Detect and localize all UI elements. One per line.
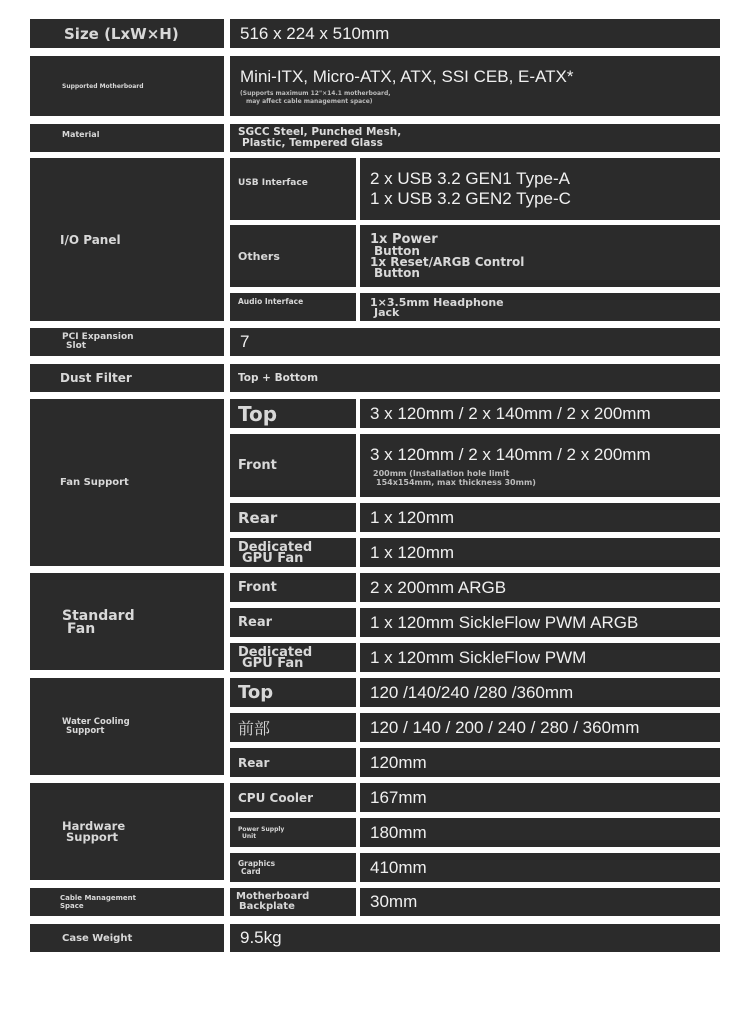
size-value: 516 x 224 x 510mm <box>240 23 390 43</box>
water-cooling-label-line2: Support <box>66 725 105 736</box>
fan-gpu-label-line1: Dedicated <box>238 539 313 555</box>
wc-rear-label: Rear <box>238 755 270 770</box>
motherboard-label-cell <box>30 56 224 116</box>
audio-value-line2: Jack <box>374 305 400 319</box>
wc-top-label: Top <box>238 682 274 703</box>
dust-filter-label: Dust Filter <box>60 371 132 385</box>
hw-gpu-label-line2: Card <box>241 866 261 876</box>
std-gpu-value: 1 x 120mm SickleFlow PWM <box>370 647 587 667</box>
others-label-cell <box>230 225 356 287</box>
cable-label-cell <box>30 888 224 916</box>
hw-psu-value-cell <box>360 818 720 847</box>
audio-value-cell <box>360 293 720 321</box>
fan-gpu-value: 1 x 120mm <box>370 542 455 562</box>
dust-filter-value-cell <box>230 364 720 392</box>
hw-psu-label-line2: Unit <box>242 832 257 840</box>
dust-filter-label-cell <box>30 364 224 392</box>
weight-label: Case Weight <box>62 932 133 944</box>
motherboard-value: Mini-ITX, Micro-ATX, ATX, SSI CEB, E-ATX* <box>240 66 574 86</box>
water-cooling-label-line1: Water Cooling <box>62 716 130 727</box>
fan-rear-label-cell <box>230 503 356 532</box>
pci-label-line1: PCI Expansion <box>62 332 134 342</box>
pci-value-cell <box>230 328 720 356</box>
std-gpu-label-cell <box>230 643 356 672</box>
motherboard-note-line2: may affect cable management space) <box>246 97 373 105</box>
standard-fan-label-line2: Fan <box>67 620 96 637</box>
wc-front-label: 前部 <box>238 719 271 738</box>
io-panel-label: I/O Panel <box>60 232 121 247</box>
std-gpu-label-line1: Dedicated <box>238 644 313 660</box>
hw-cpu-value: 167mm <box>370 787 427 807</box>
cable-sub-label-cell <box>230 888 356 916</box>
hw-cpu-label-cell <box>230 783 356 812</box>
std-rear-value: 1 x 120mm SickleFlow PWM ARGB <box>370 612 639 632</box>
hw-cpu-value-cell <box>360 783 720 812</box>
material-label: Material <box>62 130 100 139</box>
fan-front-label: Front <box>238 458 277 473</box>
wc-top-label-cell <box>230 678 356 707</box>
fan-rear-value-cell <box>360 503 720 532</box>
material-value-cell <box>230 124 720 152</box>
hardware-label-line1: Hardware <box>62 819 126 833</box>
fan-gpu-value-cell <box>360 538 720 567</box>
fan-top-value: 3 x 120mm / 2 x 140mm / 2 x 200mm <box>370 403 651 423</box>
others-label: Others <box>238 249 280 263</box>
size-label: Size (LxW×H) <box>64 24 179 43</box>
hw-gpu-label-cell <box>230 853 356 882</box>
fan-gpu-label-line2: GPU Fan <box>242 550 304 566</box>
others-value-line2: Button <box>374 244 420 258</box>
motherboard-label: Supported Motherboard <box>62 82 144 90</box>
fan-front-note-line1: 200mm (Installation hole limit <box>373 468 510 478</box>
wc-front-value: 120 / 140 / 200 / 240 / 280 / 360mm <box>370 717 640 737</box>
standard-fan-label-cell <box>30 573 224 670</box>
cable-label-line1: Cable Management <box>60 894 136 902</box>
hardware-label-line2: Support <box>66 830 119 844</box>
wc-front-value-cell <box>360 713 720 742</box>
fan-front-note-line2: 154x154mm, max thickness 30mm) <box>376 477 536 487</box>
wc-front-label-cell <box>230 713 356 742</box>
fan-rear-value: 1 x 120mm <box>370 507 455 527</box>
others-value-line3: 1x Reset/ARGB Control <box>370 255 525 269</box>
wc-top-value: 120 /140/240 /280 /360mm <box>370 682 574 702</box>
cable-sub-label-line2: Backplate <box>239 901 295 912</box>
io-panel-label-cell <box>30 158 224 321</box>
others-value-line4: Button <box>374 266 420 280</box>
hw-gpu-label-line1: Graphics <box>238 858 276 868</box>
fan-rear-label: Rear <box>238 508 278 527</box>
wc-rear-value-cell <box>360 748 720 777</box>
usb-value-line1: 2 x USB 3.2 GEN1 Type-A <box>370 169 570 188</box>
cable-sub-label-line1: Motherboard <box>236 891 310 902</box>
hardware-label-cell <box>30 783 224 880</box>
pci-label-line2: Slot <box>66 341 87 351</box>
audio-label-cell <box>230 293 356 321</box>
std-front-label-cell <box>230 573 356 602</box>
fan-support-label: Fan Support <box>60 477 129 488</box>
hw-psu-value: 180mm <box>370 822 427 842</box>
fan-top-label-cell <box>230 399 356 428</box>
std-front-value-cell <box>360 573 720 602</box>
wc-rear-label-cell <box>230 748 356 777</box>
fan-support-label-cell <box>30 399 224 566</box>
size-value-cell <box>230 19 720 48</box>
usb-label-cell <box>230 158 356 220</box>
fan-top-label: Top <box>238 401 278 426</box>
fan-front-value-cell <box>360 434 720 497</box>
std-rear-value-cell <box>360 608 720 637</box>
pci-label-cell <box>30 328 224 356</box>
std-rear-label: Rear <box>238 615 273 630</box>
motherboard-value-cell <box>230 56 720 116</box>
weight-value: 9.5kg <box>240 928 282 947</box>
dust-filter-value: Top + Bottom <box>238 372 319 384</box>
material-value-line1: SGCC Steel, Punched Mesh, <box>238 126 402 138</box>
size-label-cell <box>30 19 224 48</box>
wc-top-value-cell <box>360 678 720 707</box>
weight-value-cell <box>230 924 720 952</box>
std-front-value: 2 x 200mm ARGB <box>370 577 507 597</box>
hw-gpu-value-cell <box>360 853 720 882</box>
others-value-line1: 1x Power <box>370 232 438 247</box>
std-gpu-value-cell <box>360 643 720 672</box>
audio-value-line1: 1×3.5mm Headphone <box>370 295 504 309</box>
hw-psu-label-cell <box>230 818 356 847</box>
usb-value-cell <box>360 158 720 220</box>
wc-rear-value: 120mm <box>370 752 427 772</box>
others-value-cell <box>360 225 720 287</box>
water-cooling-label-cell <box>30 678 224 775</box>
fan-gpu-label-cell <box>230 538 356 567</box>
audio-label: Audio Interface <box>238 297 304 306</box>
material-label-cell <box>30 124 224 152</box>
fan-top-value-cell <box>360 399 720 428</box>
cable-value-cell <box>360 888 720 916</box>
std-rear-label-cell <box>230 608 356 637</box>
pci-value: 7 <box>240 332 250 351</box>
motherboard-note-line1: (Supports maximum 12"×14.1 motherboard, <box>240 89 391 97</box>
std-front-label: Front <box>238 580 277 595</box>
usb-label: USB Interface <box>238 178 308 188</box>
fan-front-label-cell <box>230 434 356 497</box>
usb-value-line2: 1 x USB 3.2 GEN2 Type-C <box>370 189 571 208</box>
fan-front-value: 3 x 120mm / 2 x 140mm / 2 x 200mm <box>370 444 651 464</box>
cable-value: 30mm <box>370 892 418 911</box>
hw-cpu-label: CPU Cooler <box>238 790 313 805</box>
weight-label-cell <box>30 924 224 952</box>
hw-gpu-value: 410mm <box>370 857 427 877</box>
hw-psu-label-line1: Power Supply <box>238 825 285 833</box>
cable-label-line2: Space <box>60 902 84 910</box>
standard-fan-label-line1: Standard <box>62 607 135 624</box>
std-gpu-label-line2: GPU Fan <box>242 655 304 671</box>
material-value-line2: Plastic, Tempered Glass <box>242 137 383 149</box>
